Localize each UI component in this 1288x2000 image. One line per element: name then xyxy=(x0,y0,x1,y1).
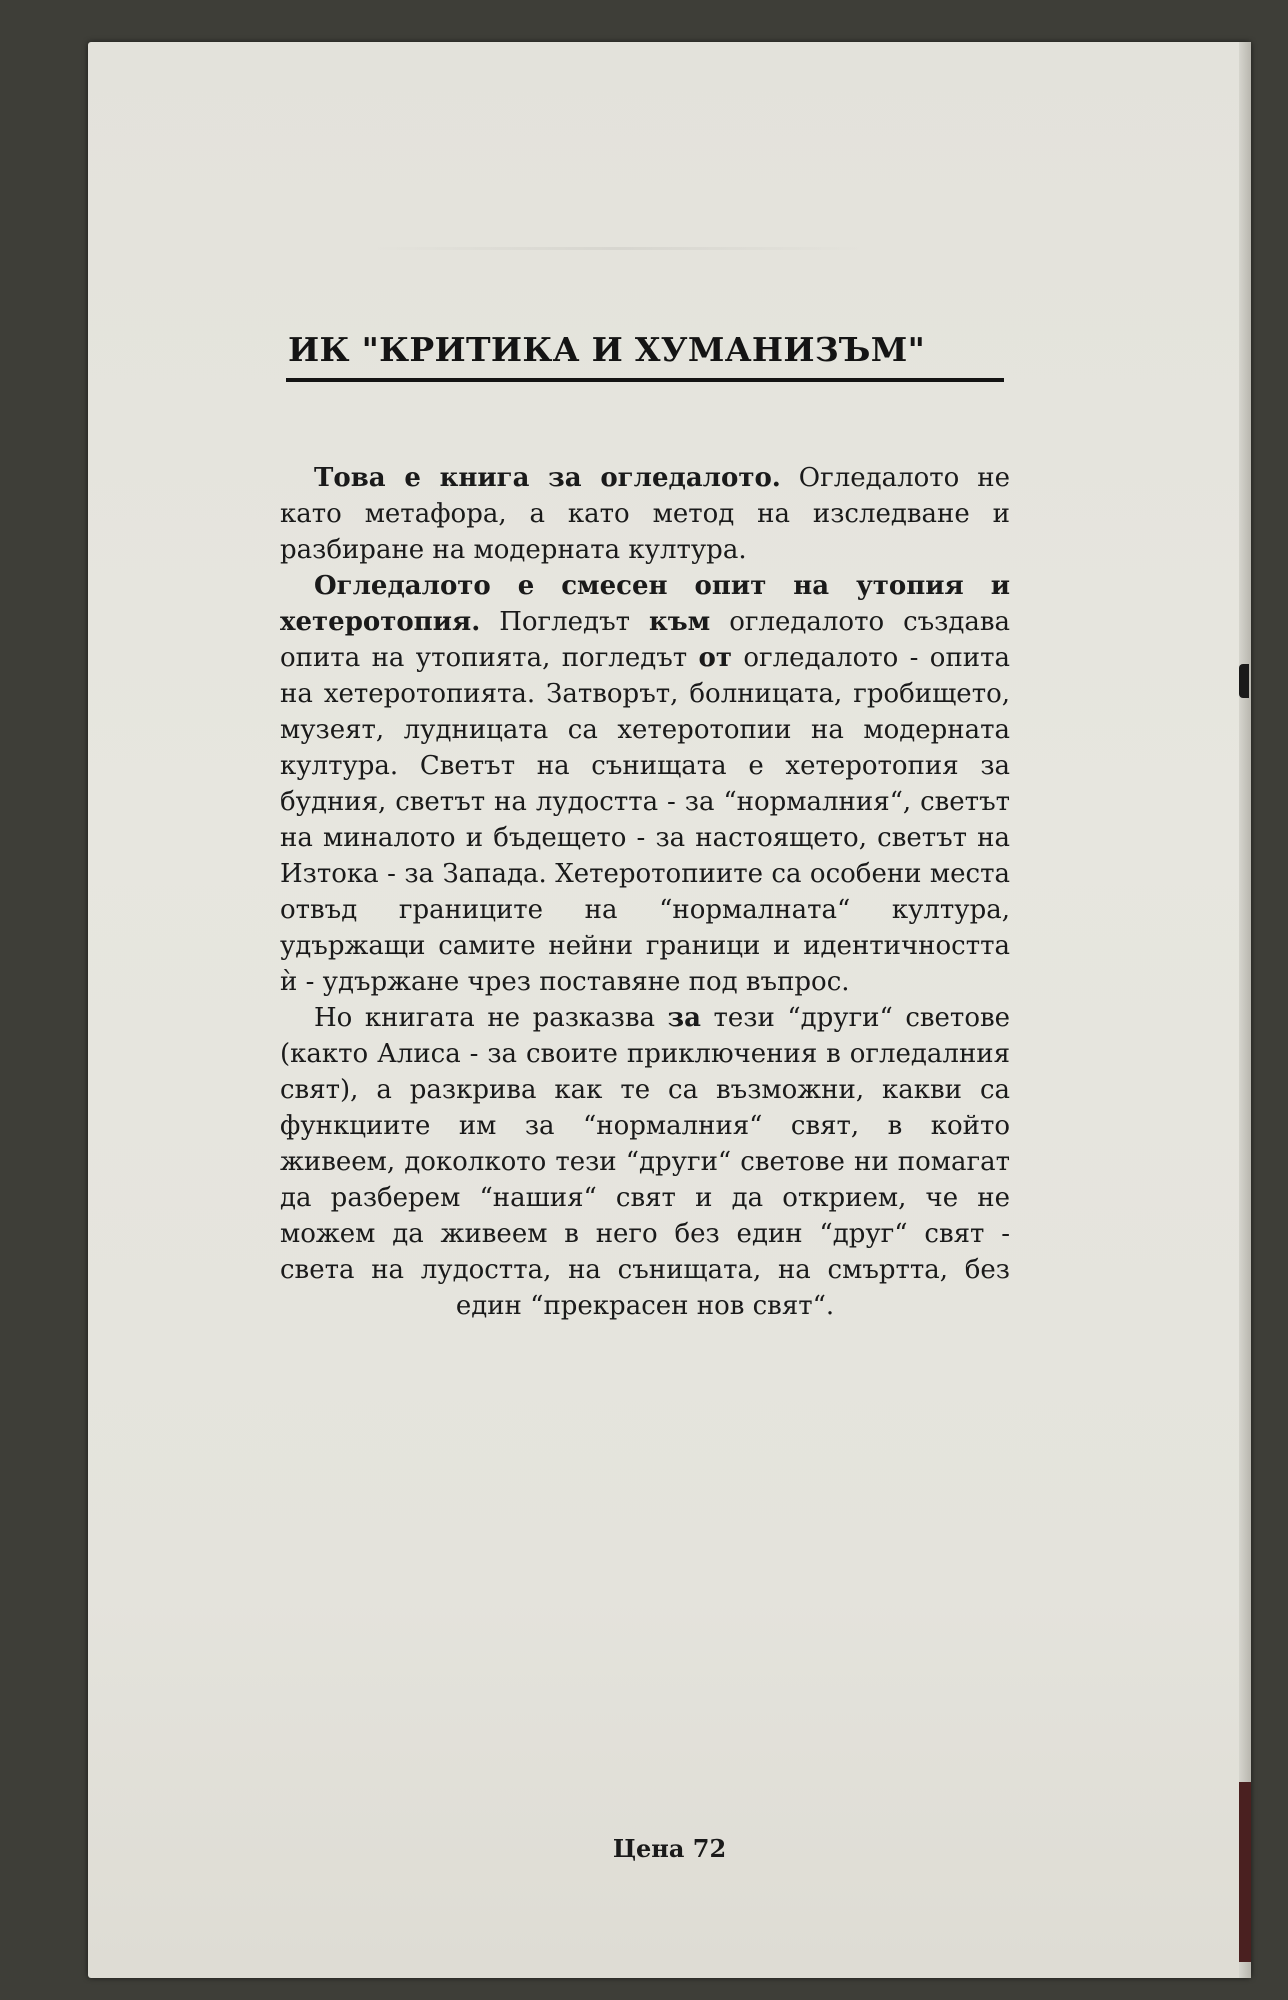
blurb-p2-emphasis-2: от xyxy=(698,643,732,673)
blurb-p3-text-1: Но книгата не разказва xyxy=(314,1003,668,1033)
blurb-p2-text-3: огледалото - опита на хетеротопията. Затворът, болницата, гробището, музеят, лудницата са хетеротопии на модерната култура. Светът на сънищата е хетеротопия за будния, светът на лудостта - за “нормалния“, светът на миналото и бъдещето - за настоящето, светът на Изтока - за Запада. Хетеротопиите са особени места отвъд границите на “нормалната“ култура, удържащи самите нейни граници и идентичността ѝ - удържане чрез поставяне под въпрос. xyxy=(280,643,1010,997)
spine-notch xyxy=(1239,664,1249,698)
blurb-p3-emphasis: за xyxy=(667,1003,701,1033)
cover-crease xyxy=(368,247,868,250)
price-label: Цена 72 xyxy=(612,1834,727,1863)
spine-color-mark xyxy=(1239,1782,1251,1962)
blurb-paragraph-1 xyxy=(280,460,1010,568)
blurb-p1-lead: Това е книга за огледалото. xyxy=(314,463,781,493)
heading-underline xyxy=(286,378,1004,382)
blurb-text xyxy=(280,460,1010,1324)
blurb-paragraph-2 xyxy=(280,568,1010,1000)
book-back-cover xyxy=(88,42,1251,1978)
blurb-p3-text-2: тези “други“ светове (както Алиса - за своите приключения в огледалния свят), а разкрива как те са възможни, какви са функциите им за “нормалния“ свят, в който живеем, доколкото тези “други“ светове ни помагат да разберем “нашия“ свят и да открием, че не можем да живеем в него без един “друг“ свят - света на лудостта, на сънищата, на смъртта, без един “прекрасен нов свят“. xyxy=(280,1003,1010,1321)
blurb-paragraph-3 xyxy=(280,1000,1010,1324)
blurb-p2-text-2: огледалото създава опита на утопията, погледът xyxy=(280,607,1010,673)
publisher-heading: ИК "КРИТИКА И ХУМАНИЗЪМ" xyxy=(288,330,926,369)
blurb-p2-lead: Огледалото е смесен опит на утопия и хетеротопия. xyxy=(280,571,1010,637)
blurb-p1-text: Огледалото не като метафора, а като метод на изследване и разбиране на модерната култура. xyxy=(280,463,1010,565)
blurb-p2-text-1: Погледът xyxy=(480,607,649,637)
book-spine-edge xyxy=(1239,42,1251,1978)
blurb-p2-emphasis-1: към xyxy=(648,607,711,637)
